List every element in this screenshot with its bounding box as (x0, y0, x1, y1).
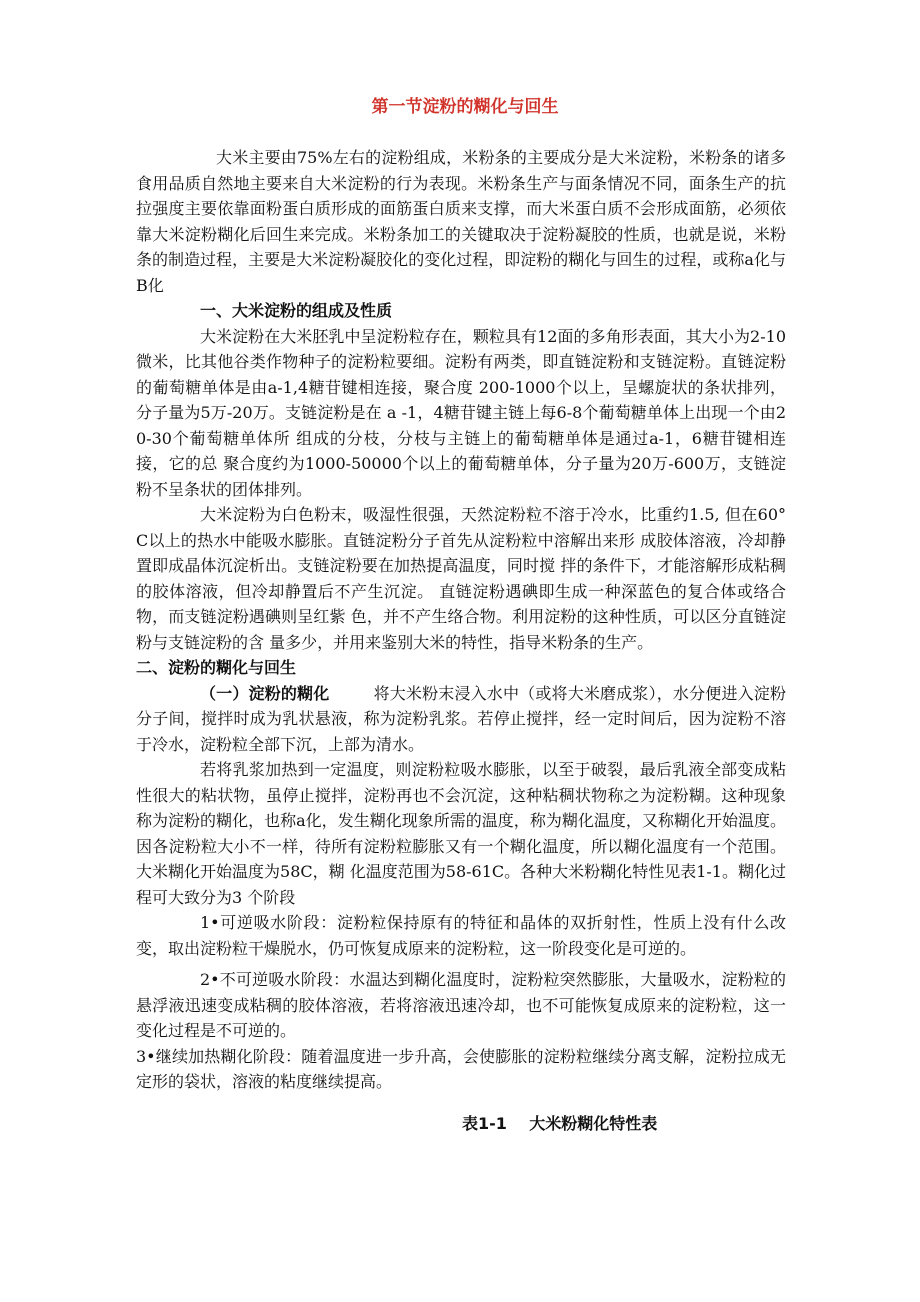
section-2-heading: 二、淀粉的糊化与回生 (136, 658, 297, 677)
section-2-paragraph-1 (136, 681, 786, 758)
page-title: 第一节淀粉的糊化与回生 (371, 97, 559, 117)
table-caption: 表1-1 大米粉糊化特性表 (462, 1113, 658, 1133)
document-page (136, 92, 786, 1134)
section-2-paragraph-2: 若将乳浆加热到一定温度，则淀粉粒吸水膨胀，以至于破裂，最后乳液全部变成粘性很大的粘状物，虽停止搅拌，淀粉再也不会沉淀，这种粘稠状物称之为淀粉糊。这种现象称为淀粉的糊化，也称a化，发生糊化现象所需的温度，称为糊化温度，又称糊化开始温度。因各淀粉粒大小不一样，待所有淀粉粒膨胀又有一个糊化温度，所以糊化温度有一个范围。大米糊化开始温度为58C，糊 化温度范围为58-61C。各种大米粉糊化特性见表1-1。糊化过程可大致分为3 个阶段 (136, 760, 786, 907)
section-2-paragraph-1-text: 将大米粉末浸入水中（或将大米磨成浆），水分便进入淀粉分子间，搅拌时成为乳状悬液，称为淀粉乳浆。若停止搅拌，经一定时间后，因为淀粉不溶于冷水，淀粉粒全部下沉，上部为清水。 (136, 683, 786, 754)
section-1-paragraph-1: 大米淀粉在大米胚乳中呈淀粉粒存在，颗粒具有12面的多角形表面，其大小为2-10微米，比其他谷类作物种子的淀粉粒要细。淀粉有两类，即直链淀粉和支链淀粉。直链淀粉的葡萄糖单体是由a-1,4糖苷键相连接，聚合度 200-1000个以上，呈螺旋状的条状排列，分子量为5万-20万。支链淀粉是在 a -1，4糖苷键主链上每6-8个葡萄糖单体上出现一个由20-30个葡萄糖单体所 组成的分枝，分枝与主链上的葡萄糖单体是通过a-1，6糖苷键相连接，它的总 聚合度约为1000-50000个以上的葡萄糖单体，分子量为20万-600万，支链淀 粉不呈条状的团体排列。 (136, 326, 786, 499)
section-1-heading: 一、大米淀粉的组成及性质 (200, 301, 393, 320)
stage-1-paragraph: 1•可逆吸水阶段：淀粉粒保持原有的特征和晶体的双折射性，性质上没有什么改变，取出淀粉粒干燥脱水，仍可恢复成原来的淀粉粒，这一阶段变化是可逆的。 (136, 913, 786, 958)
stage-2-paragraph: 2•不可逆吸水阶段：水温达到糊化温度时，淀粉粒突然膨胀，大量吸水，淀粉粒的悬浮液迅速变成粘稠的胶体溶液，若将溶液迅速冷却，也不可能恢复成原来的淀粉粒，这一变化过程是不可逆的。 (136, 970, 786, 1040)
subsection-heading: （一）淀粉的糊化 (200, 683, 330, 703)
intro-paragraph: 大米主要由75%左右的淀粉组成，米粉条的主要成分是大米淀粉，米粉条的诸多食用品质自然地主要来自大米淀粉的行为表现。米粉条生产与面条情况不同，面条生产的抗拉强度主要依靠面粉蛋白质形成的面筋蛋白质来支撑，而大米蛋白质不会形成面筋，必须依靠大米淀粉糊化后回生来完成。米粉条加工的关键取决于淀粉凝胶的性质，也就是说，米粉条的制造过程，主要是大米淀粉凝胶化的变化过程，即淀粉的糊化与回生的过程，或称a化与B化 (136, 148, 786, 295)
stage-3-paragraph: 3•继续加热糊化阶段：随着温度进一步升高，会使膨胀的淀粉粒继续分离支解，淀粉拉成无定形的袋状，溶液的粘度继续提高。 (136, 1046, 786, 1091)
section-1-paragraph-2: 大米淀粉为白色粉末，吸湿性很强，天然淀粉粒不溶于冷水，比重约1.5, 但在60° C以上的热水中能吸水膨胀。直链淀粉分子首先从淀粉粒中溶解出来形 成胶体溶液，冷却静置即成晶体沉淀析出。支链淀粉要在加热提高温度，同时搅 拌的条件下，才能溶解形成粘稠的胶体溶液，但冷却静置后不产生沉淀。 直链淀粉遇碘即生成一种深蓝色的复合体或络合物，而支链淀粉遇碘则呈红紫 色，并不产生络合物。利用淀粉的这种性质，可以区分直链淀粉与支链淀粉的含 量多少，并用来鉴别大米的特性，指导米粉条的生产。 (136, 505, 786, 652)
